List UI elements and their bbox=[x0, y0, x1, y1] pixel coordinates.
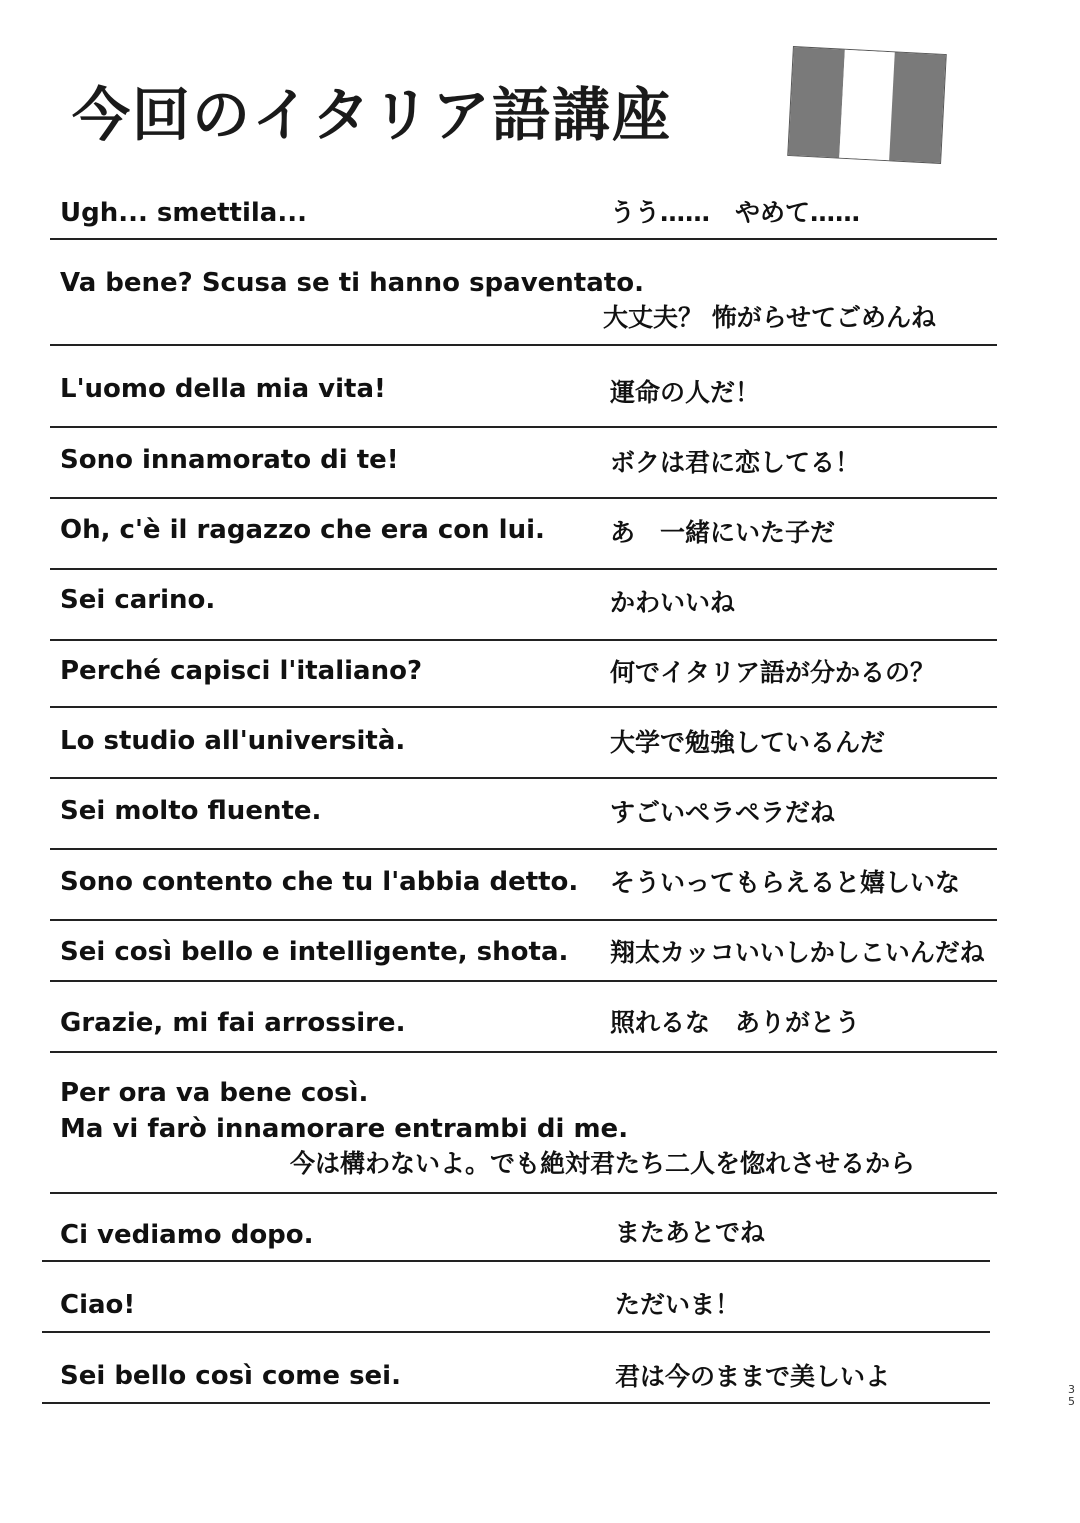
japanese-phrase: 照れるな ありがとう bbox=[610, 1008, 861, 1037]
divider bbox=[50, 238, 997, 240]
italian-phrase: Perché capisci l'italiano? bbox=[60, 656, 423, 686]
divider bbox=[50, 639, 997, 641]
japanese-phrase: 君は今のままで美しいよ bbox=[615, 1362, 891, 1391]
divider bbox=[42, 1402, 990, 1404]
italian-phrase: Ciao! bbox=[60, 1290, 136, 1320]
italian-phrase: Sei bello così come sei. bbox=[60, 1361, 401, 1391]
japanese-phrase: そういってもらえると嬉しいな bbox=[610, 868, 961, 897]
italian-phrase: Oh, c'è il ragazzo che era con lui. bbox=[60, 515, 545, 545]
italian-phrase: Ci vediamo dopo. bbox=[60, 1220, 314, 1250]
japanese-phrase: またあとでね bbox=[615, 1218, 766, 1247]
divider bbox=[50, 426, 997, 428]
divider bbox=[50, 497, 997, 499]
italian-phrase: Va bene? Scusa se ti hanno spaventato. bbox=[60, 268, 644, 298]
page-number: 3 5 bbox=[1068, 1383, 1075, 1408]
japanese-phrase: すごいペラペラだね bbox=[610, 798, 836, 827]
japanese-phrase: 翔太カッコいいしかしこいんだね bbox=[610, 938, 985, 967]
divider bbox=[50, 344, 997, 346]
divider bbox=[50, 1192, 997, 1194]
italian-phrase: Sei così bello e intelligente, shota. bbox=[60, 937, 569, 967]
page-title: 今回のイタリア語講座 bbox=[72, 81, 673, 149]
italian-phrase: Per ora va bene così. bbox=[60, 1078, 369, 1108]
italian-phrase: Grazie, mi fai arrossire. bbox=[60, 1008, 406, 1038]
divider bbox=[42, 1260, 990, 1262]
divider bbox=[50, 980, 997, 982]
japanese-phrase: かわいいね bbox=[610, 588, 736, 617]
japanese-phrase: 大丈夫？ 怖がらせてごめんね bbox=[603, 303, 936, 332]
divider bbox=[50, 919, 997, 921]
italian-phrase: L'uomo della mia vita! bbox=[60, 374, 386, 404]
italian-phrase: Ugh... smettila... bbox=[60, 198, 307, 228]
divider bbox=[50, 848, 997, 850]
japanese-phrase: あ 一緒にいた子だ bbox=[610, 518, 836, 547]
japanese-phrase: 今は構わないよ。でも絶対君たち二人を惚れさせるから bbox=[290, 1149, 916, 1178]
italian-phrase: Sei carino. bbox=[60, 585, 216, 615]
divider bbox=[50, 706, 997, 708]
japanese-phrase: 何でイタリア語が分かるの？ bbox=[610, 658, 936, 687]
japanese-phrase: ボクは君に恋してる！ bbox=[610, 448, 861, 477]
japanese-phrase: うう…… やめて…… bbox=[610, 198, 861, 227]
japanese-phrase: 大学で勉強しているんだ bbox=[610, 728, 886, 757]
divider bbox=[50, 777, 997, 779]
divider bbox=[50, 568, 997, 570]
italian-phrase-line-2: Ma vi farò innamorare entrambi di me. bbox=[60, 1114, 629, 1144]
divider bbox=[50, 1051, 997, 1053]
italian-phrase: Lo studio all'università. bbox=[60, 726, 406, 756]
japanese-phrase: ただいま！ bbox=[615, 1290, 741, 1319]
divider bbox=[42, 1331, 990, 1333]
italian-phrase: Sono innamorato di te! bbox=[60, 445, 399, 475]
italian-phrase: Sono contento che tu l'abbia detto. bbox=[60, 867, 579, 897]
italian-flag-icon bbox=[787, 46, 947, 164]
japanese-phrase: 運命の人だ！ bbox=[610, 378, 761, 407]
italian-phrase: Sei molto fluente. bbox=[60, 796, 322, 826]
